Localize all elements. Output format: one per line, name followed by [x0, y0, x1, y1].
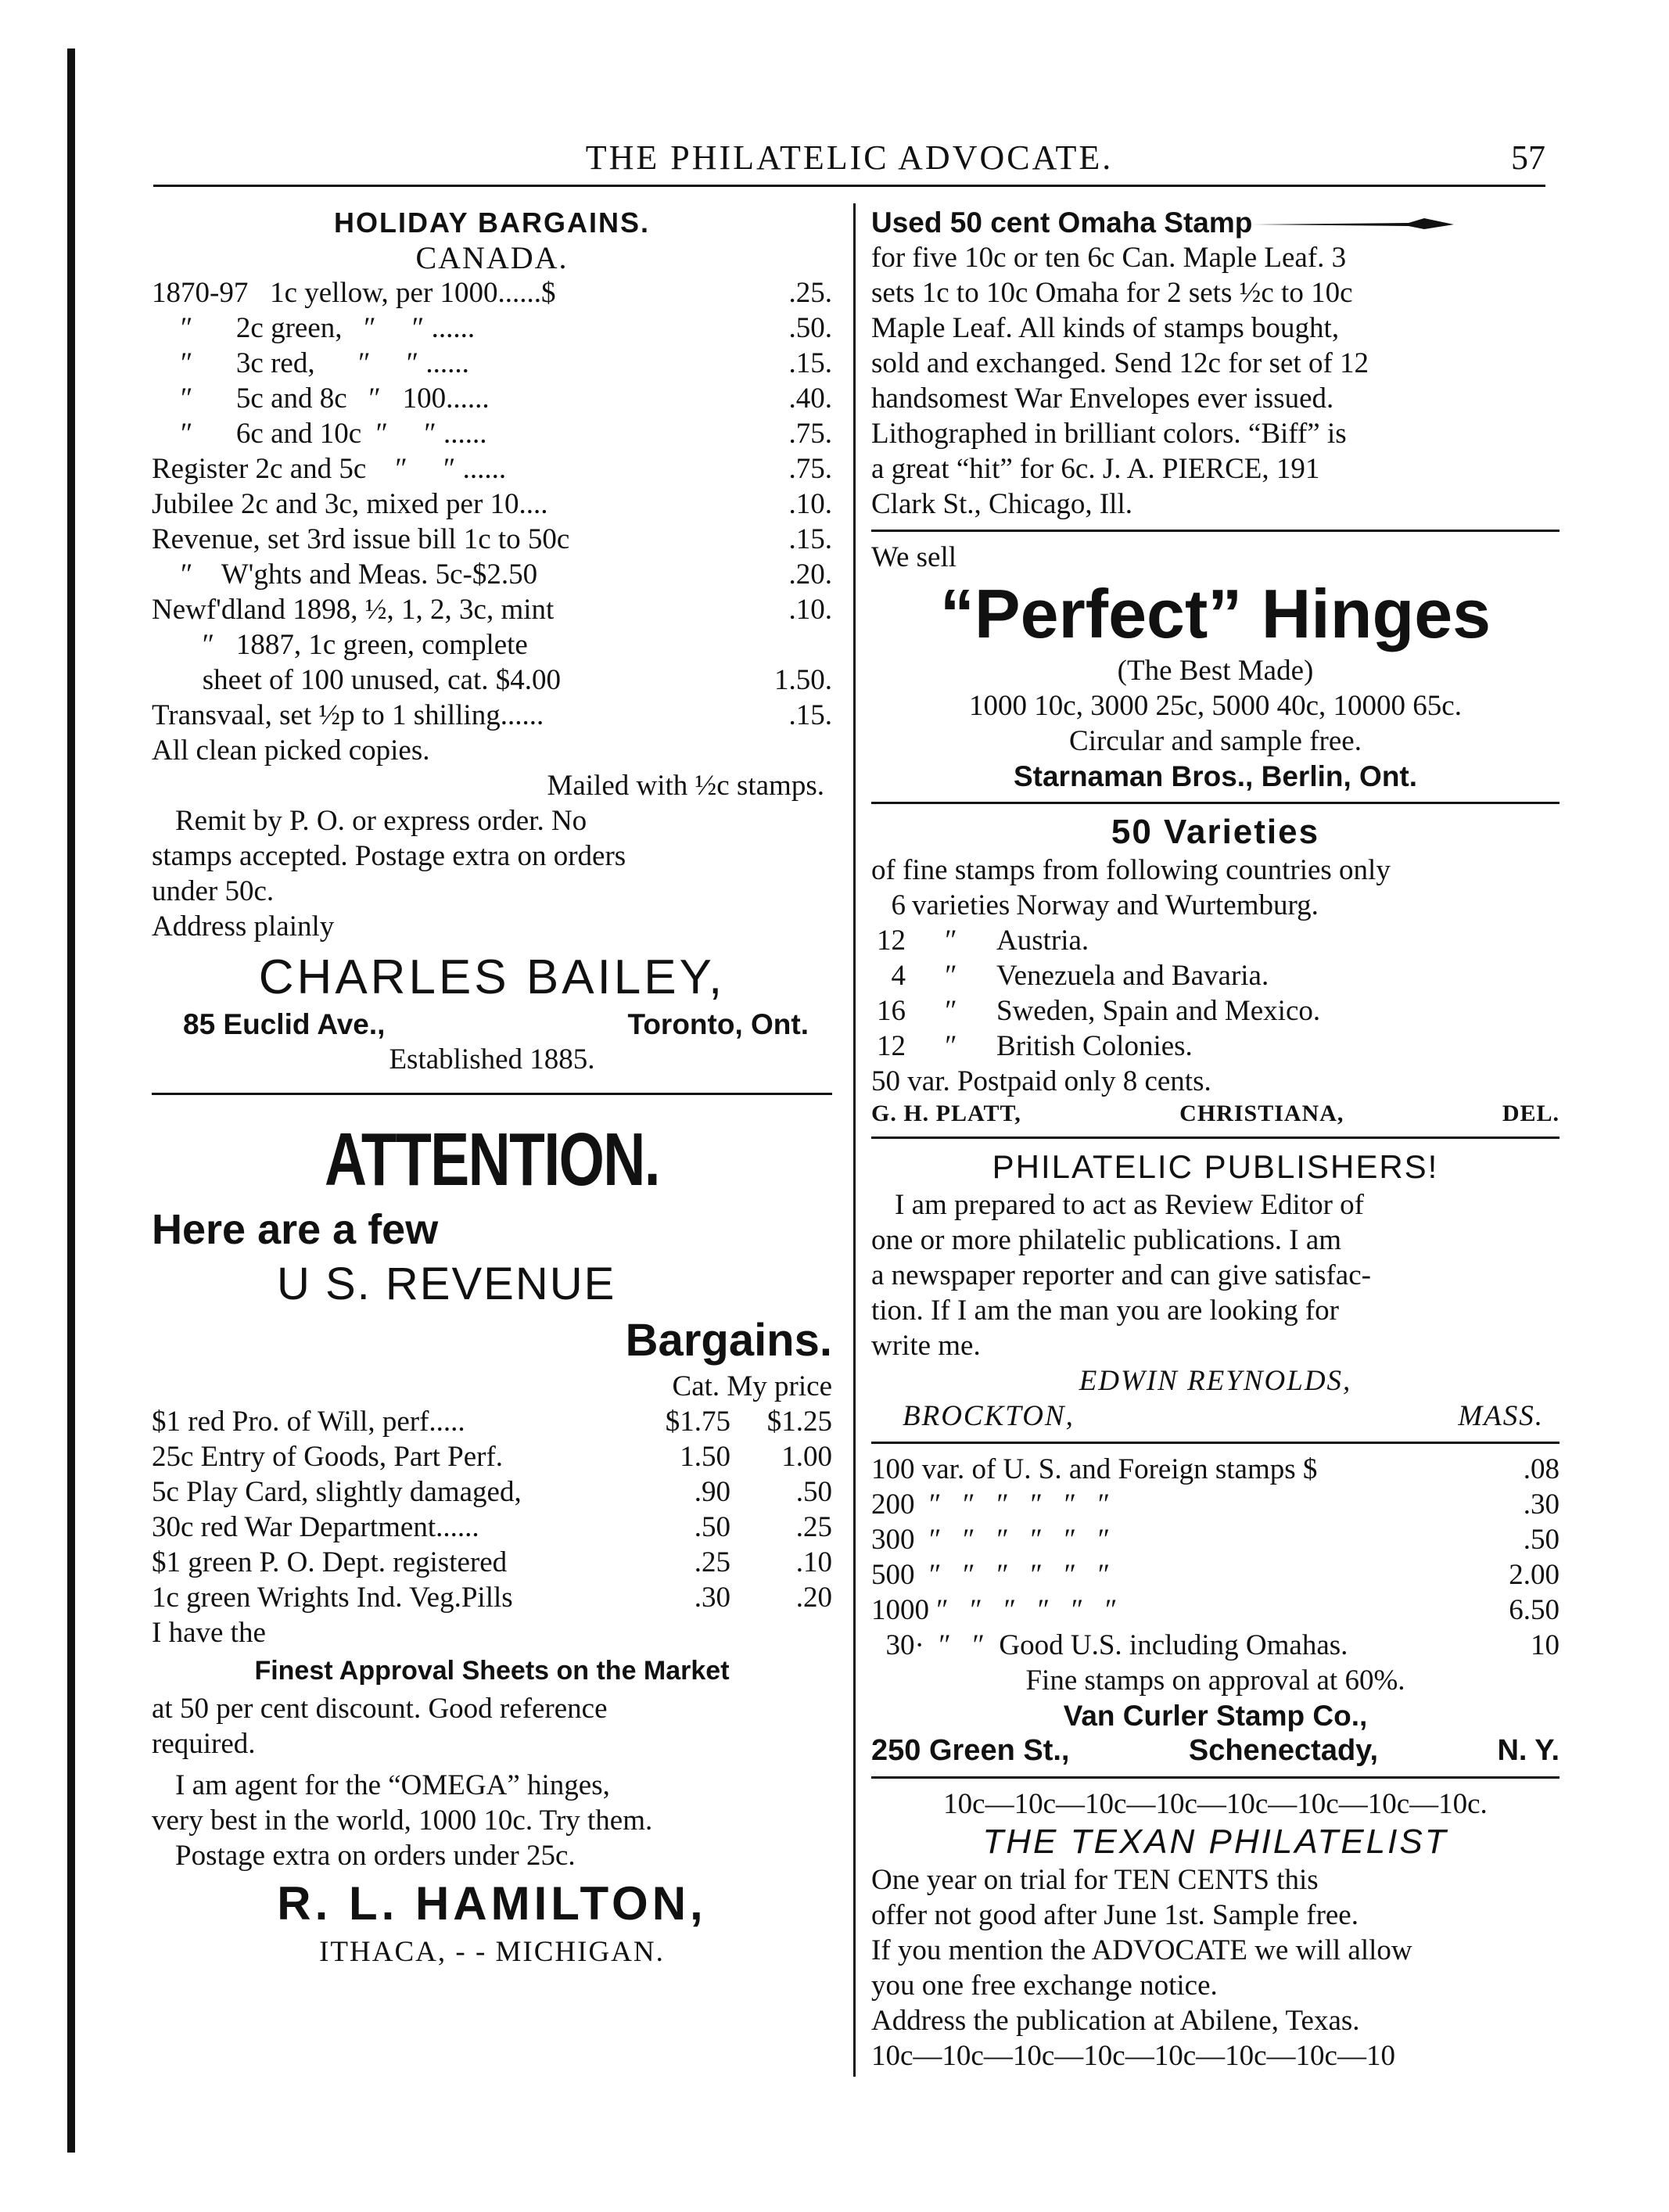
publishers-line: I am prepared to act as Review Editor of [895, 1189, 1364, 1221]
us-foreign-price: 10 [1531, 1629, 1560, 1661]
page-header [153, 135, 1545, 181]
item-price: 1.50. [774, 664, 832, 696]
bailey-address [152, 1007, 832, 1042]
revenue-label: 5c Play Card, slightly damaged, [152, 1476, 522, 1508]
us-foreign-price: 2.00 [1509, 1559, 1560, 1591]
price-row [152, 698, 832, 733]
texan-ad [871, 1786, 1560, 2074]
item-price: .75. [788, 453, 832, 485]
us-foreign-row [871, 1522, 1560, 1557]
texan-line: One year on trial for TEN CENTS this [871, 1864, 1319, 1896]
revenue-row [152, 1439, 832, 1474]
mailed-note: Mailed with ½c stamps. [547, 770, 824, 802]
revenue-row [152, 1580, 832, 1615]
price-row [152, 346, 832, 381]
left-separator [152, 1093, 832, 1095]
item-price: .50. [788, 312, 832, 344]
varieties-intro: of fine stamps from following countries only [871, 854, 1391, 886]
platt-state: DEL. [1502, 1101, 1560, 1126]
header-rule [153, 185, 1545, 187]
omaha-line: Clark St., Chicago, Ill. [871, 488, 1132, 520]
price-row [152, 311, 832, 346]
spacer [469, 346, 789, 381]
right-separator-3 [871, 1137, 1560, 1139]
attention-line-1: Here are a few [152, 1206, 439, 1253]
variety-mark: ″ [945, 925, 957, 957]
variety-country: Sweden, Spain and Mexico. [996, 995, 1321, 1027]
variety-row [871, 993, 1560, 1029]
omaha-line: sold and exchanged. Send 12c for set of 12 [871, 347, 1369, 379]
spacer [522, 1474, 644, 1510]
discount-line-2: required. [152, 1728, 256, 1760]
spacer [503, 1439, 644, 1474]
texan-line: If you mention the ADVOCATE we will allow [871, 1934, 1412, 1966]
variety-country: Venezuela and Bavaria. [996, 960, 1269, 992]
journal-title: THE PHILATELIC ADVOCATE. [585, 138, 1114, 177]
item-label: Register 2c and 5c ″ ″ ...... [152, 453, 507, 485]
price-row [152, 451, 832, 487]
item-label: ″ 1887, 1c green, complete [152, 629, 528, 661]
publishers-line: a newspaper reporter and can give satisfac- [871, 1259, 1371, 1291]
starnaman-firm: Starnaman Bros., Berlin, Ont. [1013, 760, 1418, 792]
item-label: ″ 6c and 10c ″ ″ ...... [152, 418, 487, 450]
revenue-label: 30c red War Department...... [152, 1511, 479, 1543]
spacer [479, 1510, 644, 1545]
van-curler-address [871, 1733, 1560, 1769]
us-foreign-price: .50 [1523, 1524, 1560, 1556]
revenue-row [152, 1510, 832, 1545]
item-label: ″ 3c red, ″ ″ ...... [152, 347, 469, 379]
price-row [152, 487, 832, 522]
attention-line-3: Bargains. [625, 1315, 832, 1366]
spacer [1110, 1522, 1524, 1557]
attention-ad [152, 1117, 832, 1970]
holiday-heading: HOLIDAY BARGAINS. [333, 206, 651, 239]
platt-name: G. H. PLATT, [871, 1101, 1021, 1126]
revenue-row [152, 1474, 832, 1510]
item-price: .15. [788, 523, 832, 555]
bailey-established: Established 1885. [389, 1043, 595, 1075]
right-column [871, 205, 1560, 2074]
price-row [152, 663, 832, 698]
publishers-body [871, 1187, 1560, 1363]
revenue-label: $1 green P. O. Dept. registered [152, 1546, 508, 1578]
item-price: .10. [788, 488, 832, 520]
item-price: .75. [788, 418, 832, 450]
spacer [465, 1404, 644, 1439]
spacer [1117, 1593, 1509, 1628]
texan-title: THE TEXAN PHILATELIST [982, 1822, 1448, 1861]
price-row [152, 416, 832, 451]
catalog-value: .30 [694, 1582, 730, 1614]
us-foreign-label: 300 ″ ″ ″ ″ ″ ″ [871, 1524, 1111, 1556]
us-foreign-row [871, 1487, 1560, 1522]
spacer [528, 627, 832, 663]
variety-count: 12 [877, 1030, 906, 1062]
my-price: $1.25 [766, 1406, 832, 1438]
variety-mark: ″ [945, 995, 957, 1027]
us-foreign-label: 100 var. of U. S. and Foreign stamps $ [871, 1453, 1318, 1485]
price-row [152, 627, 832, 663]
best-made: (The Best Made) [1117, 655, 1314, 687]
right-separator-5 [871, 1776, 1560, 1779]
spacer [475, 311, 788, 346]
variety-country: British Colonies. [996, 1030, 1193, 1062]
catalog-value: $1.75 [665, 1406, 730, 1438]
remit-line-2: stamps accepted. Postage extra on orders [152, 840, 626, 872]
revenue-price-list [152, 1404, 832, 1615]
hamilton-name: R. L. HAMILTON, [277, 1877, 707, 1930]
spacer [561, 663, 774, 698]
variety-row [871, 958, 1560, 993]
texan-body [871, 1862, 1560, 2038]
spacer [490, 381, 789, 416]
omaha-line: a great “hit” for 6c. J. A. PIERCE, 191 [871, 453, 1320, 485]
omaha-line: Lithographed in brilliant colors. “Biff” is [871, 418, 1347, 450]
texan-border-top: 10c—10c—10c—10c—10c—10c—10c—10c. [943, 1788, 1488, 1820]
my-price: .50 [795, 1476, 832, 1508]
charles-bailey-name: CHARLES BAILEY, [258, 950, 726, 1004]
revenue-row [152, 1545, 832, 1580]
catalog-value: .50 [694, 1511, 730, 1543]
texan-line: Address the publication at Abilene, Texas. [871, 2005, 1360, 2037]
variety-count: 4 [891, 960, 906, 992]
van-curler-city: Schenectady, [1188, 1734, 1379, 1767]
omaha-heading-row [871, 205, 1560, 240]
left-column [152, 205, 832, 1970]
omaha-heading: Used 50 cent Omaha Stamp [871, 206, 1253, 239]
publishers-line: write me. [871, 1330, 981, 1362]
variety-count: 12 [877, 925, 906, 957]
variety-country: Austria. [996, 925, 1089, 957]
us-foreign-ad [871, 1452, 1560, 1769]
column-divider [853, 203, 856, 2077]
item-label: ″ W'ghts and Meas. 5c-$2.50 [152, 558, 538, 591]
item-price: .20. [788, 558, 832, 591]
hamilton-city: ITHACA, - - MICHIGAN. [319, 1936, 665, 1968]
item-price: .10. [788, 594, 832, 626]
remit-line-1: Remit by P. O. or express order. No [175, 805, 587, 837]
perfect-hinges-title: “Perfect” Hinges [939, 575, 1491, 652]
pointing-pen-icon [1252, 214, 1455, 232]
publishers-ad [871, 1147, 1560, 1434]
holiday-price-list [152, 275, 832, 733]
us-foreign-row [871, 1452, 1560, 1487]
omaha-body [871, 240, 1560, 522]
van-curler-street: 250 Green St., [871, 1734, 1070, 1767]
address-label: Address plainly [152, 910, 335, 943]
texan-border-bottom: 10c—10c—10c—10c—10c—10c—10c—10 [871, 2040, 1395, 2072]
price-row [152, 522, 832, 557]
variety-row [871, 923, 1560, 958]
spacer [537, 557, 788, 592]
variety-mark: ″ [945, 960, 957, 992]
item-label: ″ 2c green, ″ ″ ...... [152, 312, 476, 344]
agent-line-1: I am agent for the “OMEGA” hinges, [175, 1769, 610, 1801]
variety-mark: ″ [945, 1030, 957, 1062]
right-separator-4 [871, 1442, 1560, 1444]
item-price: .40. [788, 382, 832, 415]
varieties-list [871, 888, 1560, 1064]
my-price: .20 [795, 1582, 832, 1614]
page-spine-bar [67, 48, 75, 2153]
spacer [1110, 1557, 1509, 1593]
my-price: .10 [795, 1546, 832, 1578]
right-separator-1 [871, 530, 1560, 532]
spacer [487, 416, 789, 451]
revenue-label: 1c green Wrights Ind. Veg.Pills [152, 1582, 513, 1614]
omaha-line: handsomest War Envelopes ever issued. [871, 382, 1334, 415]
us-foreign-label: 30· ″ ″ Good U.S. including Omahas. [871, 1629, 1348, 1661]
finest-approval: Finest Approval Sheets on the Market [254, 1656, 730, 1686]
bailey-street: 85 Euclid Ave., [183, 1008, 386, 1040]
platt-city: CHRISTIANA, [1179, 1101, 1344, 1126]
revenue-row [152, 1404, 832, 1439]
us-foreign-price-list [871, 1452, 1560, 1663]
spacer [544, 698, 788, 733]
reynolds-state: MASS. [1458, 1400, 1544, 1432]
platt-signature [871, 1099, 1560, 1129]
reynolds-city: BROCKTON, [903, 1400, 1075, 1432]
item-price: .15. [788, 699, 832, 731]
circular-free: Circular and sample free. [1069, 725, 1362, 757]
discount-line-1: at 50 per cent discount. Good reference [152, 1693, 608, 1725]
we-sell: We sell [871, 541, 957, 573]
us-foreign-row [871, 1557, 1560, 1593]
variety-row [871, 1029, 1560, 1064]
hinges-prices: 1000 10c, 3000 25c, 5000 40c, 10000 65c. [969, 690, 1462, 722]
publishers-line: one or more philatelic publications. I am [871, 1224, 1342, 1256]
texan-line: you one free exchange notice. [871, 1970, 1218, 2002]
spacer [513, 1580, 644, 1615]
omaha-line: Maple Leaf. All kinds of stamps bought, [871, 312, 1340, 344]
variety-country: Norway and Wurtemburg. [1016, 889, 1319, 921]
bailey-city: Toronto, Ont. [627, 1008, 809, 1040]
catalog-value: 1.50 [680, 1441, 730, 1473]
van-curler-firm: Van Curler Stamp Co., [1063, 1700, 1368, 1732]
omaha-ad [871, 205, 1560, 522]
price-row [152, 557, 832, 592]
catalog-value: .25 [694, 1546, 730, 1578]
varieties-total: 50 var. Postpaid only 8 cents. [871, 1065, 1211, 1097]
spacer [554, 592, 788, 627]
us-foreign-price: 6.50 [1509, 1594, 1560, 1626]
spacer [506, 451, 788, 487]
spacer [556, 275, 789, 311]
item-label: Newf'dland 1898, ½, 1, 2, 3c, mint [152, 594, 555, 626]
item-price: .25. [788, 277, 832, 309]
variety-count: 16 [877, 995, 906, 1027]
spacer [569, 522, 788, 557]
variety-mark: varieties [912, 889, 1010, 921]
catalog-value: .90 [694, 1476, 730, 1508]
item-price: .15. [788, 347, 832, 379]
spacer [1348, 1628, 1531, 1663]
omaha-line: for five 10c or ten 6c Can. Maple Leaf. 3 [871, 242, 1347, 274]
remit-line-3: under 50c. [152, 875, 275, 907]
publishers-line: tion. If I am the man you are looking for [871, 1295, 1339, 1327]
van-curler-state: N. Y. [1497, 1734, 1560, 1767]
hinges-ad [871, 540, 1560, 794]
variety-row [871, 888, 1560, 923]
us-foreign-label: 500 ″ ″ ″ ″ ″ ″ [871, 1559, 1111, 1591]
us-foreign-price: .30 [1523, 1488, 1560, 1521]
us-foreign-row [871, 1593, 1560, 1628]
reynolds-location [871, 1399, 1560, 1434]
have-the: I have the [152, 1617, 266, 1649]
varieties-title: 50 Varieties [1111, 813, 1320, 851]
spacer [1317, 1452, 1523, 1487]
spacer [548, 487, 789, 522]
variety-count: 6 [891, 889, 906, 921]
spacer [1110, 1487, 1524, 1522]
holiday-bargains-ad [152, 205, 832, 1077]
publishers-title: PHILATELIC PUBLISHERS! [992, 1148, 1439, 1185]
price-row [152, 592, 832, 627]
my-price: .25 [795, 1511, 832, 1543]
page-number: 57 [1511, 138, 1545, 177]
price-row [152, 275, 832, 311]
us-foreign-price: .08 [1523, 1453, 1560, 1485]
attention-heading: ATTENTION. [324, 1118, 660, 1201]
attention-line-2: U S. REVENUE [277, 1259, 616, 1309]
price-row [152, 381, 832, 416]
revenue-label: $1 red Pro. of Will, perf..... [152, 1406, 465, 1438]
revenue-label: 25c Entry of Goods, Part Perf. [152, 1441, 504, 1473]
revenue-col-header: Cat. My price [672, 1370, 832, 1402]
item-label: ″ 5c and 8c ″ 100...... [152, 382, 490, 415]
item-label: Revenue, set 3rd issue bill 1c to 50c [152, 523, 570, 555]
omaha-line: sets 1c to 10c Omaha for 2 sets ½c to 10c [871, 277, 1353, 309]
my-price: 1.00 [781, 1441, 832, 1473]
right-separator-2 [871, 802, 1560, 804]
us-foreign-label: 1000 ″ ″ ″ ″ ″ ″ [871, 1594, 1118, 1626]
us-foreign-row [871, 1628, 1560, 1663]
item-label: sheet of 100 unused, cat. $4.00 [152, 664, 562, 696]
item-label: 1870-97 1c yellow, per 1000......$ [152, 277, 556, 309]
item-label: Transvaal, set ½p to 1 shilling...... [152, 699, 544, 731]
reynolds-name: EDWIN REYNOLDS, [1079, 1365, 1352, 1397]
approval-note: Fine stamps on approval at 60%. [1025, 1664, 1405, 1697]
item-label: Jubilee 2c and 3c, mixed per 10.... [152, 488, 548, 520]
agent-line-3: Postage extra on orders under 25c. [175, 1840, 576, 1872]
texan-line: offer not good after June 1st. Sample free. [871, 1899, 1359, 1931]
clean-copies-note: All clean picked copies. [152, 734, 430, 767]
us-foreign-label: 200 ″ ″ ″ ″ ″ ″ [871, 1488, 1111, 1521]
canada-subheading: CANADA. [415, 240, 569, 275]
agent-line-2: very best in the world, 1000 10c. Try them. [152, 1804, 653, 1837]
varieties-ad [871, 812, 1560, 1129]
spacer [507, 1545, 644, 1580]
